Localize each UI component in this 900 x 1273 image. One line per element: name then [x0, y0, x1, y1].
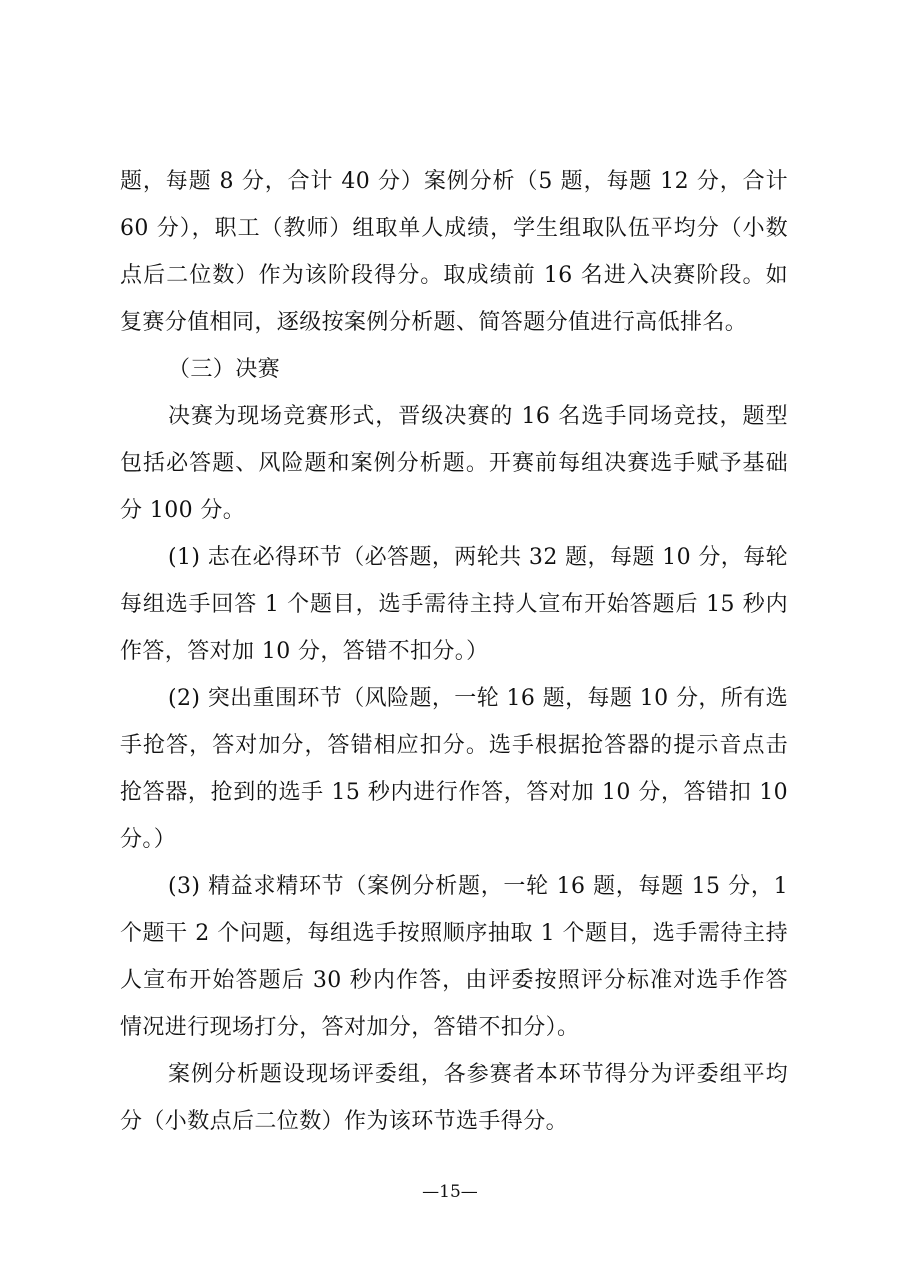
paragraph-judging: 案例分析题设现场评委组，各参赛者本环节得分为评委组平均分（小数点后二位数）作为该环节选手得分。 — [120, 1062, 788, 1134]
paragraph-round-1: (1) 志在必得环节（必答题，两轮共 32 题，每题 10 分，每轮每组选手回答 1 个题目，选手需待主持人宣布开始答题后 15 秒内作答，答对加 10 分，答错不扣分。） — [120, 545, 788, 664]
section-heading-finals: （三）决赛 — [168, 357, 281, 382]
paragraph-finals-intro: 决赛为现场竞赛形式，晋级决赛的 16 名选手同场竞技，题型包括必答题、风险题和案例分析题。开赛前每组决赛选手赋予基础分 100 分。 — [120, 404, 788, 523]
paragraph-continuation: 题，每题 8 分，合计 40 分）案例分析（5 题，每题 12 分，合计 60 分），职工（教师）组取单人成绩，学生组取队伍平均分（小数点后二位数）作为该阶段得分。取成绩前 16 名进入决赛阶段。如复赛分值相同，逐级按案例分析题、简答题分值进行高低排名。 — [120, 169, 788, 335]
page-number: —15— — [422, 1182, 478, 1202]
paragraph-round-2: (2) 突出重围环节（风险题，一轮 16 题，每题 10 分，所有选手抢答，答对加分，答错相应扣分。选手根据抢答器的提示音点击抢答器，抢到的选手 15 秒内进行作答，答对加 10 分，答错扣 10 分。） — [120, 686, 788, 852]
paragraph-round-3: (3) 精益求精环节（案例分析题，一轮 16 题，每题 15 分，1 个题干 2 个问题，每组选手按照顺序抽取 1 个题目，选手需待主持人宣布开始答题后 30 秒内作答，由评委按照评分标准对选手作答情况进行现场打分，答对加分，答错不扣分）。 — [120, 874, 788, 1040]
document-body — [120, 158, 788, 1145]
